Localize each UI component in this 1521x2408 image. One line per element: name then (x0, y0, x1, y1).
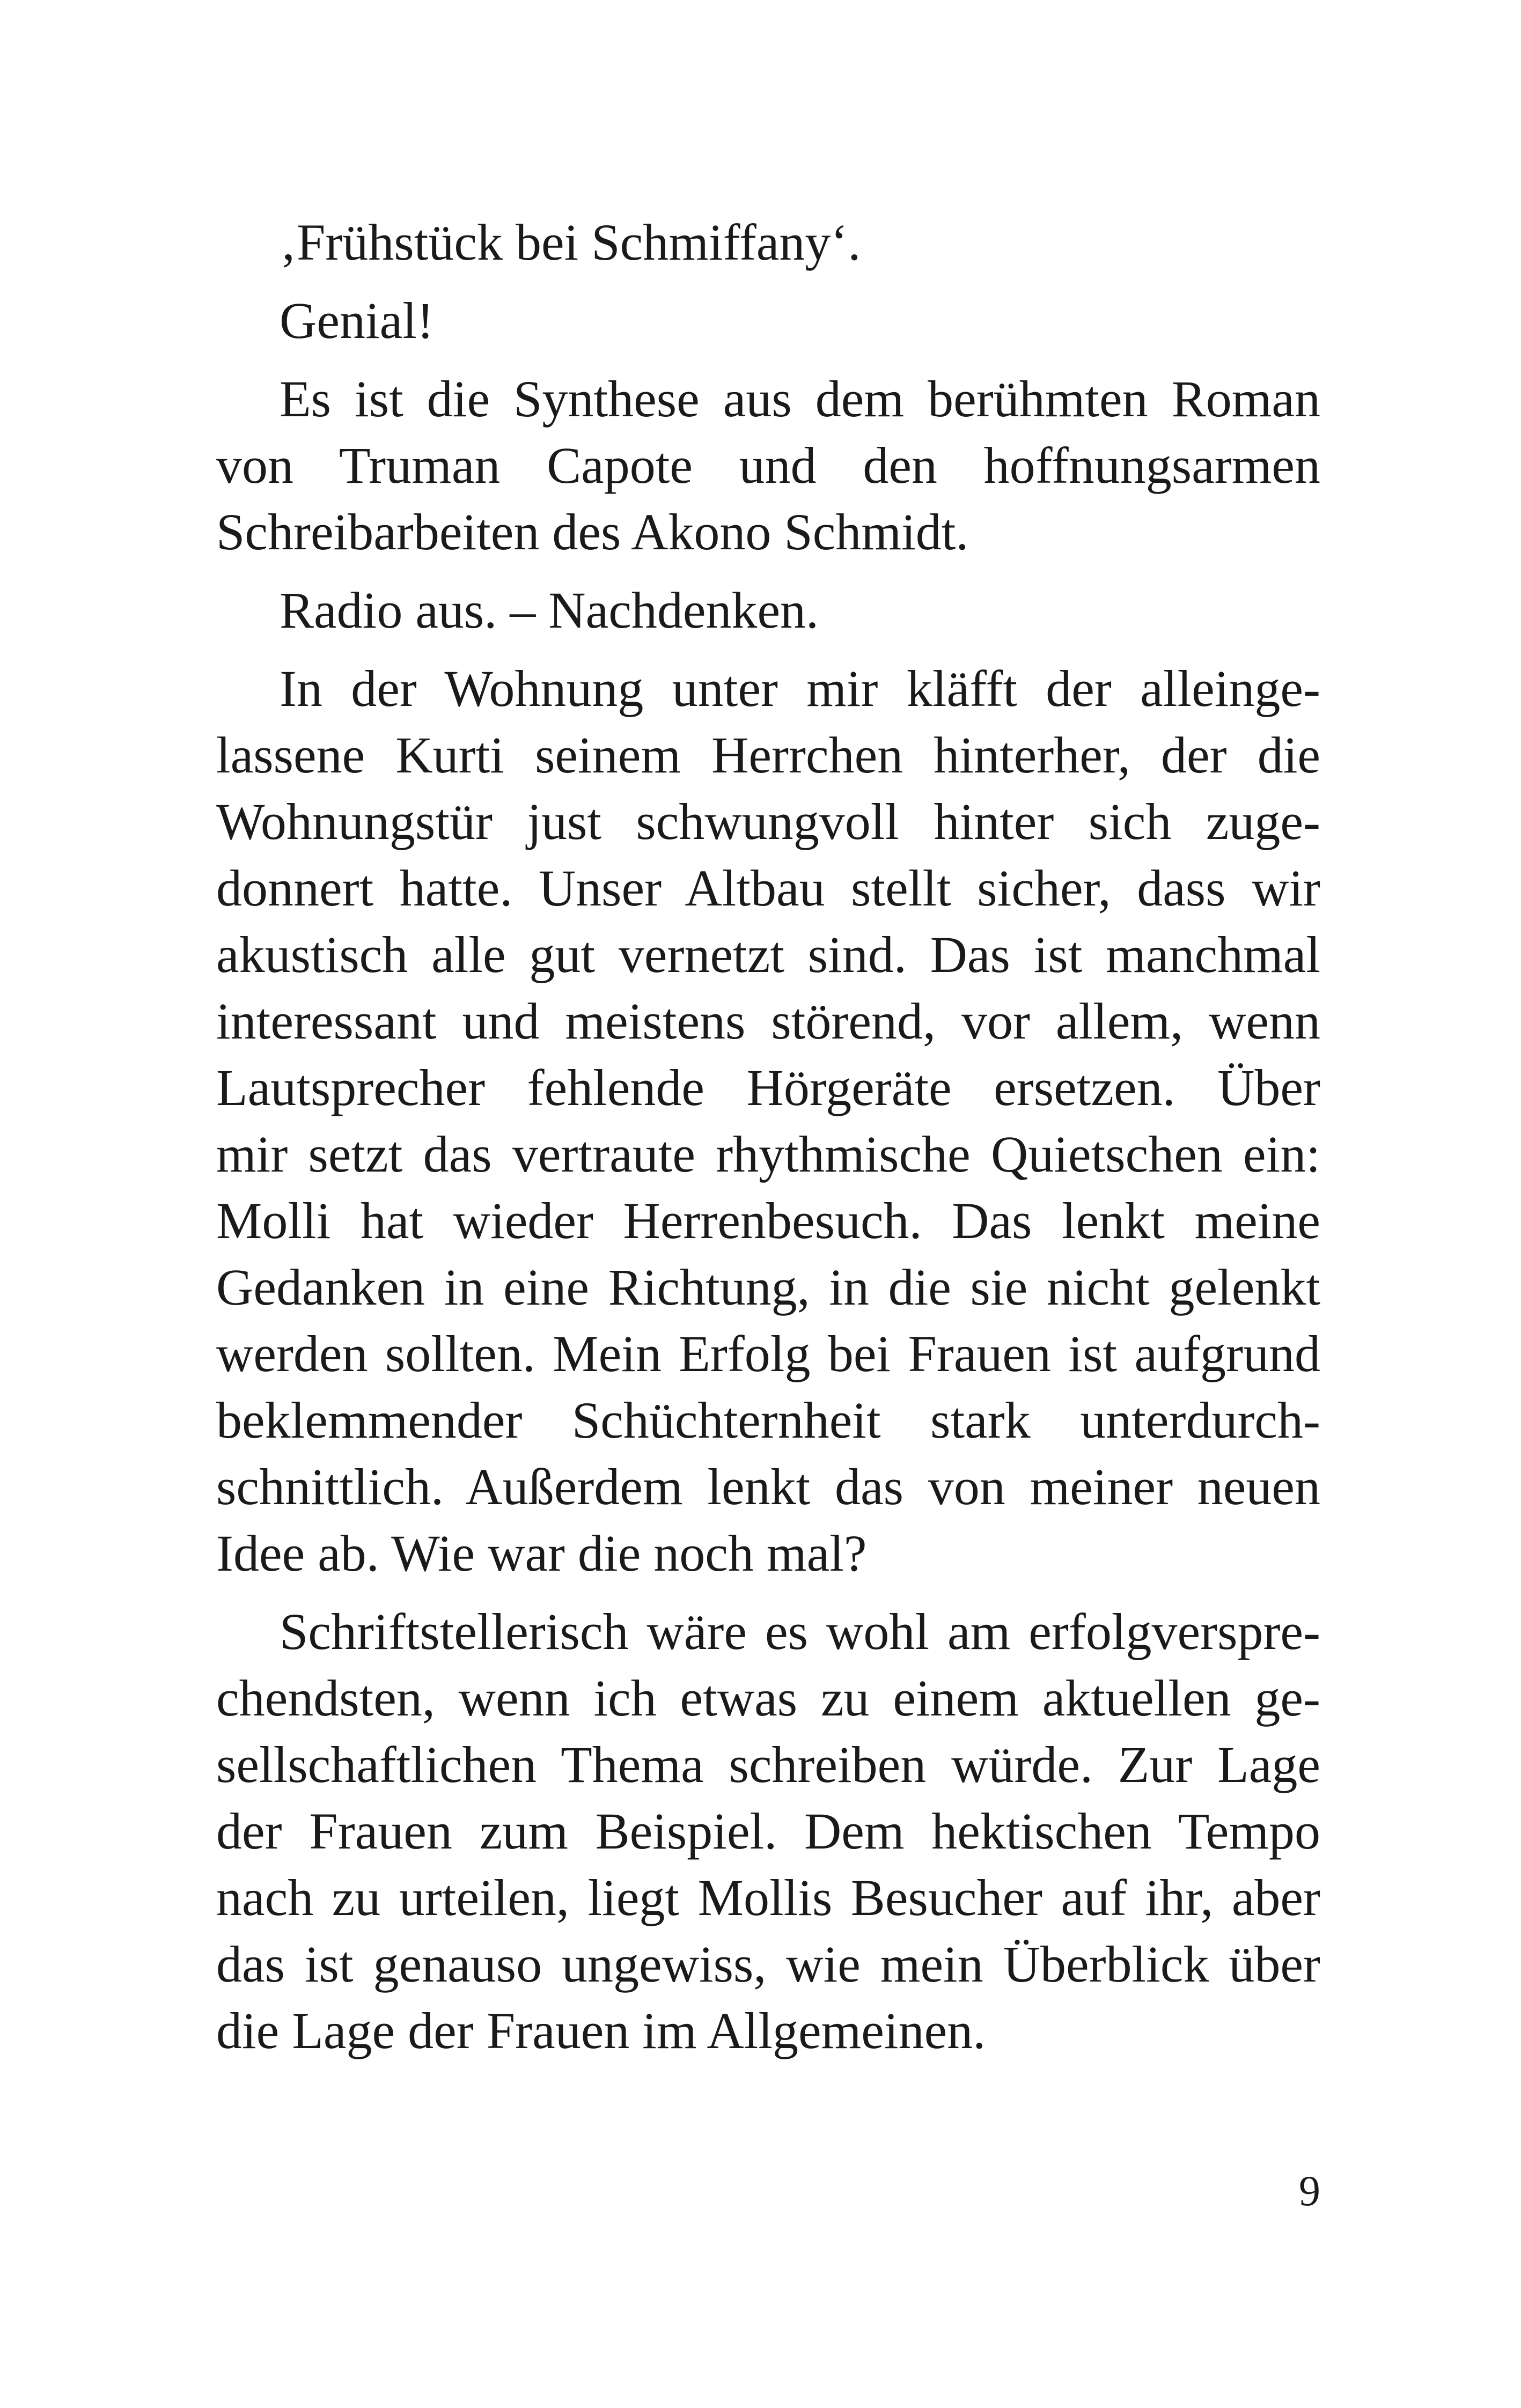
paragraph (216, 288, 1320, 354)
text-line: interessant und meistens störend, vor allem, wenn (216, 992, 1320, 1050)
paragraph-gap (216, 565, 1320, 577)
paragraph-gap (216, 276, 1320, 288)
body-text (216, 209, 1320, 2064)
text-line: Lautsprecher fehlende Hörgeräte ersetzen. Über (216, 1059, 1320, 1116)
text-line: Wohnungstür just schwungvoll hinter sich zuge- (216, 793, 1320, 850)
paragraph-gap (216, 644, 1320, 656)
text-line: Gedanken in eine Richtung, in die sie nicht gelenkt (216, 1258, 1320, 1316)
paragraph-gap (216, 354, 1320, 366)
text-line: von Truman Capote und den hoffnungsarmen (216, 437, 1320, 494)
text-line: chendsten, wenn ich etwas zu einem aktuellen ge- (216, 1669, 1320, 1727)
paragraph (216, 209, 1320, 276)
text-line: die Lage der Frauen im Allgemeinen. (216, 2002, 986, 2059)
text-line: lassene Kurti seinem Herrchen hinterher, der die (216, 726, 1320, 784)
text-line: Radio aus. – Nachdenken. (280, 581, 819, 639)
paragraph (216, 577, 1320, 644)
text-line: Genial! (280, 292, 434, 349)
paragraph (216, 366, 1320, 565)
text-line: ‚Frühstück bei Schmiffany‘. (280, 213, 861, 271)
paragraph (216, 656, 1320, 1587)
text-line: Molli hat wieder Herrenbesuch. Das lenkt meine (216, 1192, 1320, 1249)
text-line: werden sollten. Mein Erfolg bei Frauen ist aufgrund (216, 1325, 1320, 1382)
page-number: 9 (1299, 2168, 1320, 2215)
text-line: nach zu urteilen, liegt Mollis Besucher auf ihr, aber (216, 1869, 1320, 1926)
paragraph-gap (216, 1587, 1320, 1599)
paragraph (216, 1599, 1320, 2064)
text-line: donnert hatte. Unser Altbau stellt sicher, dass wir (216, 859, 1320, 917)
text-line: das ist genauso ungewiss, wie mein Überblick über (216, 1935, 1320, 1993)
text-line: akustisch alle gut vernetzt sind. Das ist manchmal (216, 926, 1320, 983)
text-line: Idee ab. Wie war die noch mal? (216, 1525, 867, 1582)
text-line: mir setzt das vertraute rhythmische Quietschen ein: (216, 1125, 1320, 1183)
text-line: Schriftstellerisch wäre es wohl am erfolgverspre- (280, 1603, 1320, 1660)
text-line: Schreibarbeiten des Akono Schmidt. (216, 503, 969, 561)
text-line: schnittlich. Außerdem lenkt das von meiner neuen (216, 1458, 1320, 1515)
text-line: beklemmender Schüchternheit stark unterdurch- (216, 1391, 1320, 1449)
text-line: In der Wohnung unter mir kläfft der alleinge- (280, 660, 1320, 717)
text-line: Es ist die Synthese aus dem berühmten Roman (280, 370, 1320, 428)
text-line: sellschaftlichen Thema schreiben würde. Zur Lage (216, 1736, 1320, 1793)
text-line: der Frauen zum Beispiel. Dem hektischen Tempo (216, 1802, 1320, 1860)
